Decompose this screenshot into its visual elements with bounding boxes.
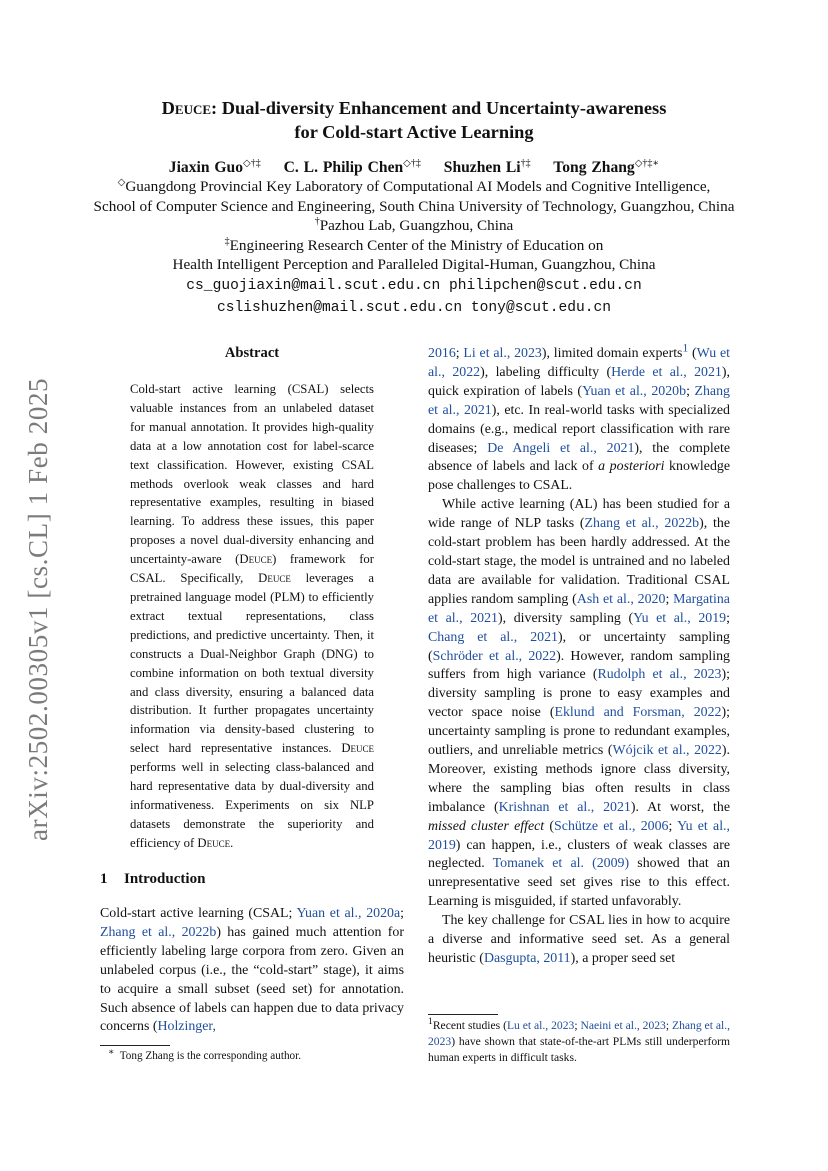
author: C. L. Philip Chen◇†‡	[283, 157, 421, 176]
citation-link[interactable]: Wu et al., 2022	[428, 346, 730, 380]
citation-link[interactable]: Yu et al., 2019	[428, 818, 730, 853]
abstract-heading: Abstract	[224, 345, 280, 361]
right-column	[428, 341, 731, 969]
citation-link[interactable]: Yuan et al., 2020a	[296, 906, 401, 921]
author: Jiaxin Guo◇†‡	[168, 157, 261, 176]
citation-link[interactable]: Lu et al., 2023	[506, 1019, 575, 1032]
citation-link[interactable]: Ash et al., 2020	[576, 591, 666, 607]
citation-link[interactable]: Wójcik et al., 2022	[612, 743, 722, 759]
citation-link[interactable]: Zhang et al., 2021	[428, 383, 730, 418]
paper-title	[80, 96, 748, 144]
section-heading: 1 Introduction	[100, 871, 206, 887]
citation-link[interactable]: Eklund and Forsman, 2022	[554, 705, 722, 721]
affiliation-3-line2: Health Intelligent Perception and Paralleled Digital-Human, Guangzhou, China	[172, 256, 656, 274]
citation-link[interactable]: Margatina et al., 2021	[428, 591, 730, 626]
paragraph: The key challenge for CSAL lies in how to acquire a diverse and informative seed set. As a general heuristic (Dasgupta, 2011), a proper seed set	[428, 913, 730, 966]
citation-link[interactable]: Rudolph et al., 2023	[597, 667, 722, 683]
citation-link[interactable]: Tomanek et al. (2009)	[492, 856, 630, 872]
citation-link[interactable]: Schröder et al., 2022	[432, 648, 557, 664]
citation-link[interactable]: Dasgupta, 2011	[483, 951, 571, 966]
affiliation-3-line1: Engineering Research Center of the Ministry of Education on	[229, 236, 604, 254]
email-line-1: cs_guojiaxin@mail.scut.edu.cn philipchen@scut.edu.cn	[186, 277, 642, 294]
citation-link[interactable]: Zhang et al., 2023	[428, 1019, 731, 1048]
arxiv-identifier: arXiv:2502.00305v1 [cs.CL] 1 Feb 2025	[23, 377, 53, 841]
citation-link[interactable]: Chang et al., 2021	[428, 629, 558, 645]
citation-link[interactable]: 2016	[428, 346, 456, 361]
footnote-corresponding-author: ∗ Tong Zhang is the corresponding author.	[108, 1047, 302, 1062]
affiliations: ◇Guangdong Provincial Key Laboratory of Computational AI Models and Cognitive Intelligence, School of Computer Science and Engineering, South China University of Technology, Guangzhou, China †Pazhou Lab, Guangzhou, China ‡Engineering Research Center of the Ministry of Education on Health Intelligent Perception and Paralleled Digital-Human, Guangzhou, China cs_guojiaxin@mail.scut.edu.cn philipchen@scut.edu.cn cslishuzhen@mail.scut.edu.cn tony@scut.edu.cn	[93, 176, 735, 316]
intro-paragraph: Cold-start active learning (CSAL; Yuan et al., 2020a; Zhang et al., 2022b) has gained much attention for efficiently labeling large corpora from zero. Given an unlabeled corpus (i.e., the “cold-start” stage), it aims to acquire a small subset (seed set) for annotation. Such absence of labels can happen due to data privacy concerns (Holzinger,	[100, 906, 404, 1035]
framework-name: Deuce	[161, 98, 212, 118]
citation-link[interactable]: Li et al., 2023	[463, 346, 542, 361]
footnote-rule	[100, 1045, 170, 1046]
author: Tong Zhang◇†‡∗	[553, 157, 660, 176]
author-list	[80, 158, 748, 178]
affiliation-1-line2: School of Computer Science and Engineering, South China University of Technology, Guangzhou, China	[93, 197, 735, 215]
citation-link[interactable]: Krishnan et al., 2021	[498, 799, 631, 815]
footnote-plm-studies: $^1$Recent studies (Lu et al., 2023; Naeini et al., 2023; Zhang et al., 2023) have shown that state-of-the-art PLMs still underperform human experts in difficult tasks.	[428, 1016, 731, 1064]
email-line-2: cslishuzhen@mail.scut.edu.cn tony@scut.edu.cn	[216, 299, 612, 316]
affiliation-2: Pazhou Lab, Guangzhou, China	[319, 217, 514, 235]
title-line1: : Dual-diversity Enhancement and Uncertainty-awareness	[211, 98, 667, 118]
citation-link[interactable]: De Angeli et al., 2021	[487, 440, 635, 456]
title-line2: for Cold-start Active Learning	[294, 122, 534, 142]
citation-link[interactable]: Schütze et al., 2006	[554, 818, 669, 834]
citation-link[interactable]: Zhang et al., 2022b	[584, 516, 700, 532]
paragraph: While active learning (AL) has been studied for a wide range of NLP tasks (Zhang et al., 2022b), the cold-start problem has been hardly addressed. At the cold-start stage, the model is untrained and no labeled data are available for validation. Traditional CSAL applies random sampling (Ash et al., 2020; Margatina et al., 2021), diversity sampling (Yu et al., 2019; Chang et al., 2021), or uncertainty sampling (Schröder et al., 2022). However, random sampling suffers from high variance (Rudolph et al., 2023); diversity sampling is prone to easy examples and vector space noise (Eklund and Forsman, 2022); uncertainty sampling is prone to redundant examples, outliers, and unreliable metrics (Wójcik et al., 2022). Moreover, existing methods ignore class diversity, where the sampling bias often results in class imbalance (Krishnan et al., 2021). At worst, the missed cluster effect (Schütze et al., 2006; Yu et al., 2019) can happen, i.e., clusters of weak classes are neglected. Tomanek et al. (2009) showed that an unrepresentative seed set gives rise to this effect. Learning is misguided, if started unfavorably.	[428, 497, 730, 910]
citation-link[interactable]: Yu et al., 2019	[633, 610, 727, 626]
citation-link[interactable]: Herde et al., 2021	[611, 364, 722, 380]
footnote-link[interactable]: 1	[682, 341, 689, 355]
citation-link[interactable]: Naeini et al., 2023	[580, 1019, 666, 1032]
footnote-rule	[428, 1014, 498, 1015]
paragraph: 2016; Li et al., 2023), limited domain experts$^1$ (Wu et al., 2022), labeling difficulty (Herde et al., 2021), quick expiration of labels (Yuan et al., 2020b; Zhang et al., 2021), etc. In real-world tasks with specialized domains (e.g., medical report classification with rare diseases; De Angeli et al., 2021), the complete absence of labels and lack of a posteriori knowledge pose challenges to CSAL.	[428, 341, 731, 494]
author: Shuzhen Li†‡	[443, 157, 531, 176]
affiliation-1-line1: Guangdong Provincial Key Laboratory of Computational AI Models and Cognitive Intelligence,	[125, 178, 711, 195]
citation-link[interactable]: Holzinger,	[157, 1019, 216, 1035]
citation-link[interactable]: Yuan et al., 2020b	[582, 383, 687, 399]
citation-link[interactable]: Zhang et al., 2022b	[100, 924, 217, 940]
abstract-body: Cold-start active learning (CSAL) selects valuable instances from an unlabeled dataset for manual annotation. It provides high-quality data at a low annotation cost for label-scarce text classification. However, existing CSAL methods overlook weak classes and hard representative examples, resulting in biased learning. To address these issues, this paper proposes a novel dual-diversity enhancing and uncertainty-aware (Deuce) framework for CSAL. Specifically, Deuce leverages a pretrained language model (PLM) to efficiently extract textual representations, class predictions, and predictive uncertainty. Then, it constructs a Dual-Neighbor Graph (DNG) to combine information on both textual diversity and class diversity, ensuring a balanced data distribution. It further propagates uncertainty information via density-based clustering to select hard representative instances. Deuce performs well in selecting class-balanced and hard representative data by dual-diversity and informativeness. Experiments on six NLP datasets demonstrate the superiority and efficiency of Deuce.	[130, 382, 374, 850]
